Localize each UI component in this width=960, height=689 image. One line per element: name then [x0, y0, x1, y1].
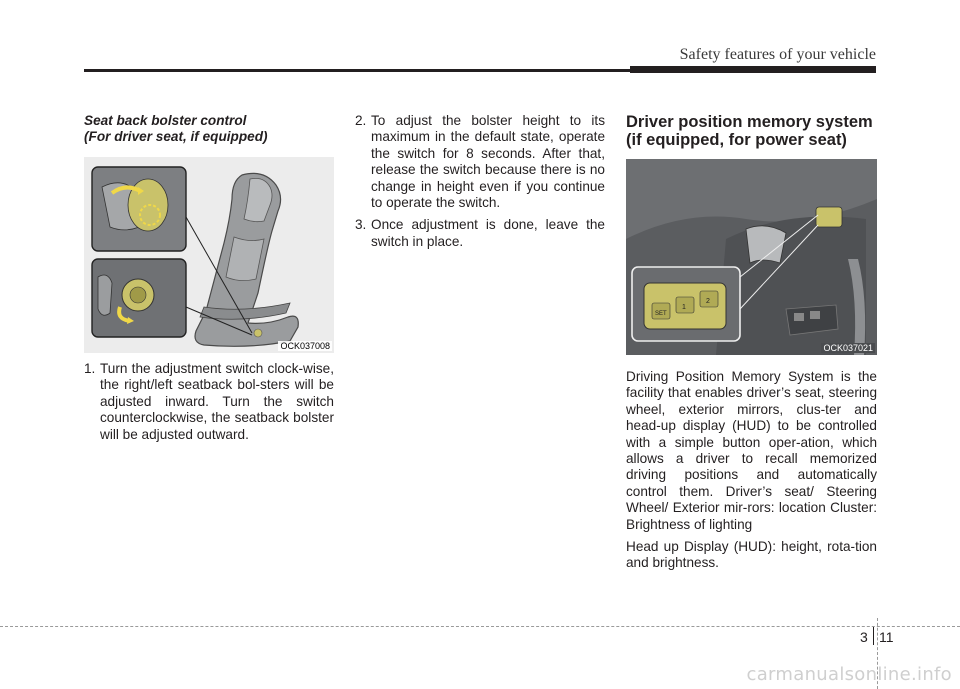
- set-button-label: SET: [655, 311, 667, 317]
- list-item: [355, 113, 605, 211]
- figure-code: OCK037008: [280, 341, 330, 351]
- header-rule: [84, 69, 630, 72]
- right-column: [626, 113, 877, 572]
- list-item-number: 2.: [355, 113, 367, 128]
- list-item: [355, 217, 605, 250]
- memory-system-heading: [626, 113, 877, 149]
- memory-1-label: 1: [682, 304, 686, 311]
- seat-illustration: [84, 157, 334, 353]
- list-item-number: 1.: [84, 361, 96, 376]
- list-item-text: Once adjustment is done, leave the switch in place.: [371, 217, 605, 249]
- header-title: Safety features of your vehicle: [679, 46, 876, 63]
- list-item-number: 3.: [355, 217, 367, 233]
- list-item-text: Turn the adjustment switch clock-wise, the right/left seatback bol-sters will be adjusted inward. Turn the switch counterclockwise, the seatback bolster will be adjusted outward.: [100, 361, 334, 442]
- bolster-heading-title: Seat back bolster control: [84, 113, 247, 128]
- list-item-text: To adjust the bolster height to its maximum in the default state, operate the switch for 8 seconds. After that, release the switch because there is no change in height even if you continue to operate the switch.: [371, 113, 605, 211]
- page-separator: [873, 627, 874, 645]
- door-memory-figure: [626, 159, 877, 355]
- hud-description: Head up Display (HUD): height, rota-tion and brightness.: [626, 539, 877, 571]
- list-item: [84, 361, 334, 443]
- header-rule-accent: [630, 66, 876, 73]
- memory-system-heading-note: (if equipped, for power seat): [626, 131, 847, 149]
- bolster-heading: [84, 113, 334, 145]
- memory-2-label: 2: [706, 298, 710, 305]
- seat-bolster-figure: [84, 157, 334, 353]
- middle-column: [355, 113, 605, 250]
- left-column: [84, 113, 334, 443]
- page-number: 11: [879, 629, 894, 645]
- memory-system-description: Driving Position Memory System is the facility that enables driver’s seat, steering wheel, exterior mirrors, clus-ter and head-up display (HUD) to be controlled with a simple button oper-ation, which allows a driver to recall memorized driving positions and automatically control them. Driver’s seat/ Steering Wheel/ Exterior mir-rors: location Cluster: Brightness of lighting: [626, 369, 877, 532]
- chapter-number: 3: [860, 629, 868, 645]
- watermark: carmanualsonline.info: [746, 664, 952, 685]
- memory-system-heading-title: Driver position memory system: [626, 113, 873, 131]
- bolster-heading-note: (For driver seat, if equipped): [84, 129, 268, 144]
- figure-code: OCK037021: [823, 343, 873, 353]
- footer-rule: [0, 626, 960, 627]
- door-panel-illustration: [626, 159, 877, 355]
